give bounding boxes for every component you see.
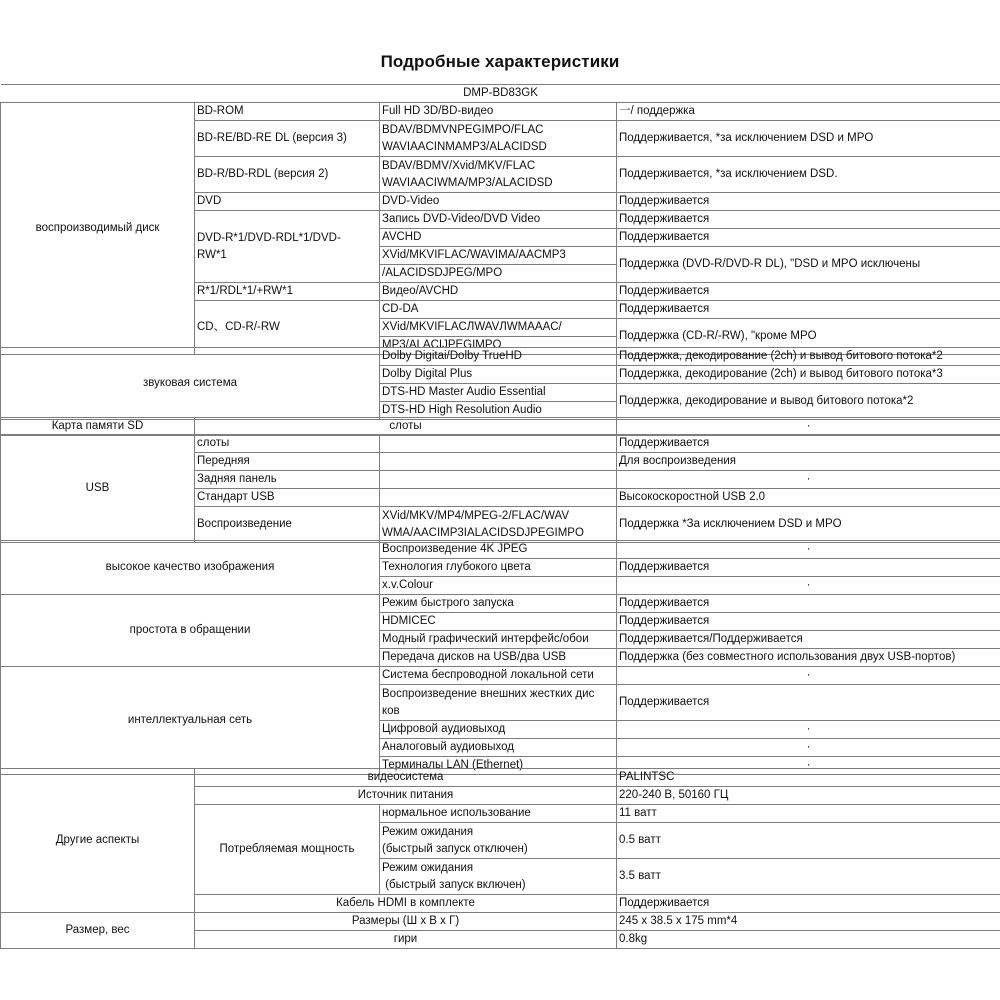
usb-format bbox=[380, 489, 617, 507]
ease-value: Поддерживается bbox=[617, 595, 1000, 613]
network-value: · bbox=[617, 757, 1000, 775]
ease-value: Поддержка (без совместного использования двух USB-портов) bbox=[617, 649, 1000, 667]
table-row bbox=[1, 913, 1000, 931]
other-value: PALINTSC bbox=[617, 769, 1000, 787]
audio-format: DTS-HD High Resolution Audio bbox=[380, 402, 617, 420]
table-row bbox=[1, 769, 1000, 787]
power-value: 11 ватт bbox=[617, 805, 1000, 823]
network-category: интеллектуальная сеть bbox=[1, 667, 380, 775]
usb-format bbox=[380, 453, 617, 471]
sd-category: Карта памяти SD bbox=[1, 418, 195, 436]
disc-format: XVid/MKVIFLACЛWAVЛWMAAAC/ bbox=[380, 319, 617, 337]
other-item: Источник питания bbox=[195, 787, 617, 805]
network-item: Терминалы LAN (Ethernet) bbox=[380, 757, 617, 775]
image-item: Воспроизведение 4K JPEG bbox=[380, 541, 617, 559]
disc-media: R*1/RDL*1/+RW*1 bbox=[195, 283, 380, 301]
table-row bbox=[1, 418, 1000, 436]
usb-format-line: WMA/AACIMP3IALACIDSDJPEGIMPO bbox=[382, 526, 584, 539]
disc-support: Поддержка (CD-R/-RW), "кроме MPO bbox=[617, 319, 1000, 355]
network-item bbox=[380, 685, 617, 721]
disc-format: MP3/ALACIJPEGIMPO bbox=[380, 337, 617, 355]
usb-item: Задняя панель bbox=[195, 471, 380, 489]
usb-value: Высокоскоростной USB 2.0 bbox=[617, 489, 1000, 507]
network-item-line: Воспроизведение внешних жестких дис bbox=[382, 687, 595, 700]
disc-media: BD-ROM bbox=[195, 103, 380, 121]
disc-format bbox=[380, 121, 617, 157]
usb-format-line: XVid/MKV/MP4/MPEG-2/FLAC/WAV bbox=[382, 509, 570, 522]
disc-media-line: RW*1 bbox=[197, 248, 227, 261]
audio-support: Поддержка, декодирование (2ch) и вывод битового потока*2 bbox=[617, 348, 1000, 366]
usb-format bbox=[380, 435, 617, 453]
image-category: высокое качество изображения bbox=[1, 541, 380, 595]
disc-media: BD-RE/BD-RE DL (версия 3) bbox=[195, 121, 380, 157]
spec-table-other bbox=[0, 768, 1000, 949]
disc-media: BD-R/BD-RDL (версия 2) bbox=[195, 157, 380, 193]
network-value: · bbox=[617, 721, 1000, 739]
audio-support: Поддержка, декодирование (2ch) и вывод битового потока*3 bbox=[617, 366, 1000, 384]
power-consumption-label: Потребляемая мощность bbox=[195, 805, 380, 895]
disc-format: XVid/MKVIFLAC/WAVIMA/AACMP3 bbox=[380, 247, 617, 265]
network-item-line: ков bbox=[382, 704, 400, 717]
power-mode-line: Режим ожидания bbox=[382, 861, 474, 874]
size-category: Размер, вес bbox=[1, 913, 195, 949]
spec-table-lower bbox=[0, 347, 1000, 420]
ease-category: простота в обращении bbox=[1, 595, 380, 667]
power-mode: нормальное использование bbox=[380, 805, 617, 823]
network-value: Поддерживается bbox=[617, 685, 1000, 721]
disc-support: Поддерживается bbox=[617, 301, 1000, 319]
power-mode-line: (быстрый запуск отключен) bbox=[382, 842, 528, 855]
page-title: Подробные характеристики bbox=[380, 52, 620, 71]
network-item: Система беспроводной локальной сети bbox=[380, 667, 617, 685]
network-value: · bbox=[617, 667, 1000, 685]
table-row bbox=[1, 85, 1000, 103]
image-value: · bbox=[617, 541, 1000, 559]
disc-format: Видео/AVCHD bbox=[380, 283, 617, 301]
disc-media bbox=[195, 211, 380, 283]
power-mode bbox=[380, 823, 617, 859]
size-item: гири bbox=[195, 931, 617, 949]
sd-value: · bbox=[617, 418, 1000, 436]
network-item: Цифровой аудиовыход bbox=[380, 721, 617, 739]
table-row bbox=[1, 541, 1000, 559]
size-value: 245 x 38.5 x 175 mm*4 bbox=[617, 913, 1000, 931]
audio-format: DTS-HD Master Audio Essential bbox=[380, 384, 617, 402]
usb-value: · bbox=[617, 471, 1000, 489]
table-row bbox=[1, 595, 1000, 613]
usb-value: Для воспроизведения bbox=[617, 453, 1000, 471]
disc-format: AVCHD bbox=[380, 229, 617, 247]
usb-value: Поддержка *За исключением DSD и MPO bbox=[617, 507, 1000, 543]
disc-format-line: WAVIAACINMAMP3/ALACIDSD bbox=[382, 140, 547, 153]
audio-support: Поддержка, декодирование и вывод битового потока*2 bbox=[617, 384, 1000, 420]
usb-item: Стандарт USB bbox=[195, 489, 380, 507]
table-row bbox=[1, 348, 1000, 366]
ease-value: Поддерживается/Поддерживается bbox=[617, 631, 1000, 649]
power-mode bbox=[380, 859, 617, 895]
usb-category: USB bbox=[1, 435, 195, 543]
disc-format-line: WAVIAACIWMA/MP3/ALACIDSD bbox=[382, 176, 553, 189]
other-value: Поддерживается bbox=[617, 895, 1000, 913]
spec-table bbox=[0, 84, 1000, 355]
disc-support: Поддерживается, *за исключением DSD. bbox=[617, 157, 1000, 193]
audio-category: звуковая система bbox=[1, 348, 380, 420]
table-row bbox=[1, 435, 1000, 453]
disc-format-line: BDAV/BDMVNPEGIMPO/FLAC bbox=[382, 123, 544, 136]
other-item: видеосистема bbox=[195, 769, 617, 787]
usb-item: слоты bbox=[195, 435, 380, 453]
disc-format: DVD-Video bbox=[380, 193, 617, 211]
spec-table-features bbox=[0, 540, 1000, 775]
other-category: Другие аспекты bbox=[1, 769, 195, 913]
disc-format: /ALACIDSDJPEG/MPO bbox=[380, 265, 617, 283]
image-value: · bbox=[617, 577, 1000, 595]
usb-format bbox=[380, 471, 617, 489]
power-value: 0.5 ватт bbox=[617, 823, 1000, 859]
disc-format: Запись DVD-Video/DVD Video bbox=[380, 211, 617, 229]
ease-item: Передача дисков на USB/два USB bbox=[380, 649, 617, 667]
network-value: · bbox=[617, 739, 1000, 757]
disc-format-line: BDAV/BDMV/Xvid/MKV/FLAC bbox=[382, 159, 536, 172]
network-item: Аналоговый аудиовыход bbox=[380, 739, 617, 757]
power-mode-line: (быстрый запуск включен) bbox=[382, 878, 526, 891]
audio-format: Dolby Digital Plus bbox=[380, 366, 617, 384]
disc-media: CD、CD-R/-RW bbox=[195, 301, 380, 355]
ease-item: HDMICEC bbox=[380, 613, 617, 631]
sd-item: слоты bbox=[195, 418, 617, 436]
usb-item: Воспроизведение bbox=[195, 507, 380, 543]
usb-item: Передняя bbox=[195, 453, 380, 471]
size-item: Размеры (Ш х В х Г) bbox=[195, 913, 617, 931]
other-item: Кабель HDMI в комплекте bbox=[195, 895, 617, 913]
audio-format: Dolby Digitai/Dolby TrueHD bbox=[380, 348, 617, 366]
disc-format bbox=[380, 157, 617, 193]
ease-item: Модный графический интерфейс/обои bbox=[380, 631, 617, 649]
disc-support: 一/ поддержка bbox=[617, 103, 1000, 121]
image-item: x.v.Colour bbox=[380, 577, 617, 595]
disc-format: Full HD 3D/BD-видео bbox=[380, 103, 617, 121]
disc-support: Поддерживается bbox=[617, 193, 1000, 211]
other-value: 220-240 В, 50160 ГЦ bbox=[617, 787, 1000, 805]
disc-media: DVD bbox=[195, 193, 380, 211]
image-value: Поддерживается bbox=[617, 559, 1000, 577]
table-row bbox=[1, 103, 1000, 121]
disc-support: Поддерживается bbox=[617, 283, 1000, 301]
disc-support: Поддерживается bbox=[617, 229, 1000, 247]
disc-support: Поддержка (DVD-R/DVD-R DL), "DSD и MPO исключены bbox=[617, 247, 1000, 283]
disc-support: Поддерживается, *за исключением DSD и MPO bbox=[617, 121, 1000, 157]
size-value: 0.8kg bbox=[617, 931, 1000, 949]
disc-category: воспроизводимый диск bbox=[1, 103, 195, 355]
power-mode-line: Режим ожидания bbox=[382, 825, 474, 838]
disc-media-line: DVD-R*1/DVD-RDL*1/DVD- bbox=[197, 231, 341, 244]
power-value: 3.5 ватт bbox=[617, 859, 1000, 895]
ease-item: Режим быстрого запуска bbox=[380, 595, 617, 613]
usb-format bbox=[380, 507, 617, 543]
disc-support: Поддерживается bbox=[617, 211, 1000, 229]
image-item: Технология глубокого цвета bbox=[380, 559, 617, 577]
ease-value: Поддерживается bbox=[617, 613, 1000, 631]
spec-table-usb bbox=[0, 434, 1000, 543]
usb-value: Поддерживается bbox=[617, 435, 1000, 453]
table-row bbox=[1, 667, 1000, 685]
model-name: DMP-BD83GK bbox=[1, 85, 1000, 103]
disc-format: CD-DA bbox=[380, 301, 617, 319]
